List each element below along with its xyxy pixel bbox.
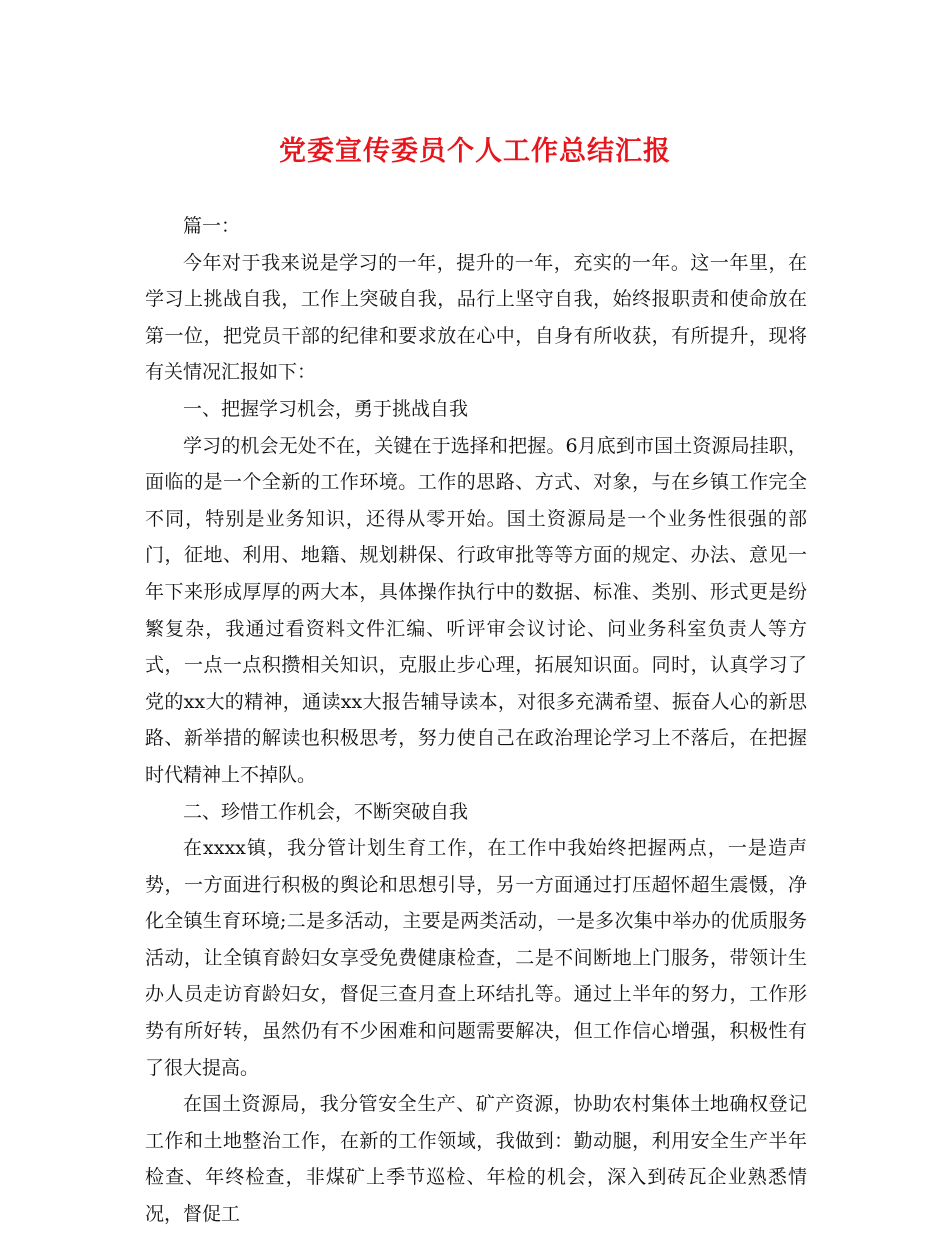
paragraph-bureau-work: 在国土资源局，我分管安全生产、矿产资源，协助农村集体土地确权登记工作和土地整治工作，在新的工作领域，我做到：勤动腿，利用安全生产半年检查、年终检查，非煤矿上季节巡检、年检的机会，深入到砖瓦企业熟悉情况，督促工 [145,1093,807,1226]
paragraph-intro: 今年对于我来说是学习的一年，提升的一年，充实的一年。这一年里，在学习上挑战自我，工作上突破自我，品行上坚守自我，始终报职责和使命放在第一位，把党员干部的纪律和要求放在心中，自身有所收获，有所提升，现将有关情况汇报如下： [145,251,807,384]
heading-section-two: 二、珍惜工作机会，不断突破自我 [183,800,469,823]
paragraph-study: 学习的机会无处不在，关键在于选择和把握。6月底到市国土资源局挂职，面临的是一个全新的工作环境。工作的思路、方式、对象，与在乡镇工作完全不同，特别是业务知识，还得从零开始。国土资源局是一个业务性很强的部门，征地、利用、地籍、规划耕保、行政审批等等方面的规定、办法、意见一年下来形成厚厚的两大本，具体操作执行中的数据、标准、类别、形式更是纷繁复杂，我通过看资料文件汇编、听评审会议讨论、问业务科室负责人等方式，一点一点积攒相关知识，克服止步心理，拓展知识面。同时，认真学习了党的xx大的精神，通读xx大报告辅导读本，对很多充满希望、振奋人心的新思路、新举措的解读也积极思考，努力使自己在政治理论学习上不落后，在把握时代精神上不掉队。 [145,434,807,786]
paragraph-section-label: 篇一： [183,215,241,237]
paragraph-town-work: 在xxxx镇，我分管计划生育工作，在工作中我始终把握两点，一是造声势，一方面进行积极的舆论和思想引导，另一方面通过打压超怀超生震慑，净化全镇生育环境;二是多活动，主要是两类活动，一是多次集中举办的优质服务活动，让全镇育龄妇女享受免费健康检查，二是不间断地上门服务，带领计生办人员走访育龄妇女，督促三查月查上环结扎等。通过上半年的努力，工作形势有所好转，虽然仍有不少困难和问题需要解决，但工作信心增强，积极性有了很大提高。 [145,837,807,1079]
document-body [145,208,807,1233]
heading-section-one: 一、把握学习机会，勇于挑战自我 [183,397,469,420]
document-title: 党委宣传委员个人工作总结汇报 [279,136,671,167]
